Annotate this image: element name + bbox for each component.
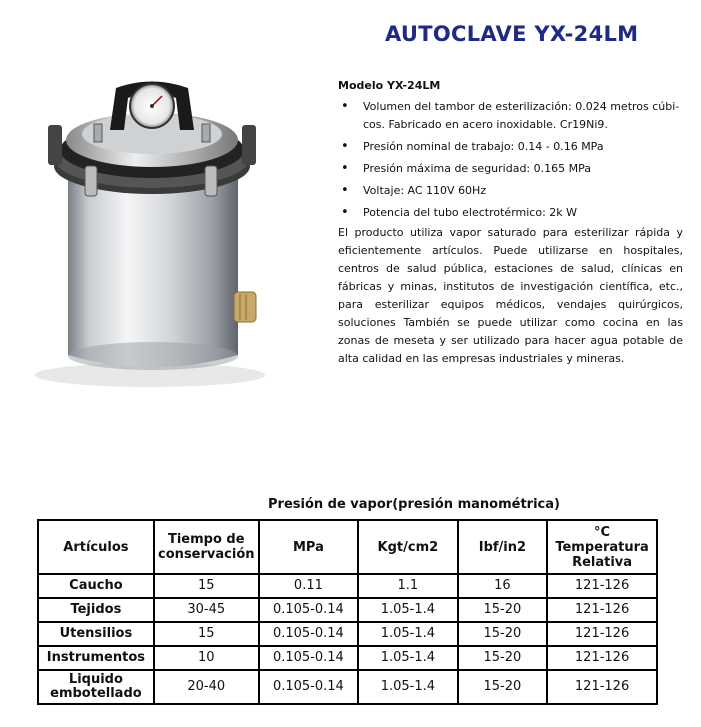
list-item: • Potencia del tubo electrotérmico: 2k W [341, 205, 578, 220]
table-cell: 15-20 [458, 598, 548, 622]
model-label: Modelo YX-24LM [338, 79, 441, 92]
autoclave-photo [30, 70, 300, 390]
table-cell: Tejidos [38, 598, 154, 622]
table-cell: 121-126 [547, 598, 657, 622]
table-cell: 1.05-1.4 [358, 670, 458, 704]
specifications [338, 77, 683, 368]
list-item: • Voltaje: AC 110V 60Hz [341, 183, 487, 198]
table-cell: 15-20 [458, 622, 548, 646]
table-cell: 1.05-1.4 [358, 646, 458, 670]
spec-list [338, 98, 683, 222]
table-row [38, 574, 657, 598]
column-header: Tiempo de conservación [154, 520, 259, 574]
table-cell: 1.05-1.4 [358, 598, 458, 622]
table-cell: 15-20 [458, 670, 548, 704]
table-cell: 1.05-1.4 [358, 622, 458, 646]
column-header: MPa [259, 520, 358, 574]
table-cell: 15 [154, 574, 259, 598]
list-item: • Presión nominal de trabajo: 0.14 - 0.16 MPa [341, 139, 604, 154]
pressure-table [37, 519, 658, 705]
list-item: • Presión máxima de seguridad: 0.165 MPa [341, 161, 591, 176]
table-cell: 0.11 [259, 574, 358, 598]
column-header: °C Temperatura Relativa [547, 520, 657, 574]
table-cell: 121-126 [547, 574, 657, 598]
table-cell: 15-20 [458, 646, 548, 670]
table-cell: 0.105-0.14 [259, 670, 358, 704]
table-cell: 1.1 [358, 574, 458, 598]
page-title: AUTOCLAVE YX-24LM [385, 22, 639, 46]
table-cell: 16 [458, 574, 548, 598]
table-cell: 121-126 [547, 646, 657, 670]
table-cell: Liquido embotellado [38, 670, 154, 704]
table-cell: Utensilios [38, 622, 154, 646]
list-item: • Volumen del tambor de esterilización: 0.024 metros cúbi-cos. Fabricado en acero inoxidable. Cr19Ni9. [341, 99, 680, 131]
bullet-icon: • [341, 205, 349, 220]
table-row [38, 670, 657, 704]
bullet-icon: • [341, 183, 349, 198]
table-row [38, 646, 657, 670]
description-paragraph: El producto utiliza vapor saturado para esterilizar rápida y eficientemente artículos. Puede utilizarse en hospitales, centros de salud pública, estaciones de salud, clínicas en fábricas y minas, institutos de investigación científica, etc., para esterilizar equipos médicos, vendajes quirúrgicos, soluciones También se puede utilizar como cocina en las zonas de meseta y ser utilizado para hacer agua potable de alta calidad en las empresas industriales y mineras. [338, 226, 683, 365]
column-header: Kgt/cm2 [358, 520, 458, 574]
table-cell: 10 [154, 646, 259, 670]
bullet-icon: • [341, 161, 349, 176]
column-header: Artículos [38, 520, 154, 574]
table-cell: 121-126 [547, 670, 657, 704]
table-cell: 20-40 [154, 670, 259, 704]
table-cell: 15 [154, 622, 259, 646]
bullet-icon: • [341, 139, 349, 154]
table-cell: 121-126 [547, 622, 657, 646]
column-header: Ibf/in2 [458, 520, 548, 574]
table-cell: 0.105-0.14 [259, 598, 358, 622]
table-header-row [38, 520, 657, 574]
table-cell: 0.105-0.14 [259, 646, 358, 670]
table-cell: 0.105-0.14 [259, 622, 358, 646]
table-cell: Caucho [38, 574, 154, 598]
table-row [38, 598, 657, 622]
table-cell: 30-45 [154, 598, 259, 622]
table-title: Presión de vapor(presión manométrica) [268, 497, 560, 512]
table-row [38, 622, 657, 646]
bullet-icon: • [341, 99, 349, 114]
table-cell: Instrumentos [38, 646, 154, 670]
